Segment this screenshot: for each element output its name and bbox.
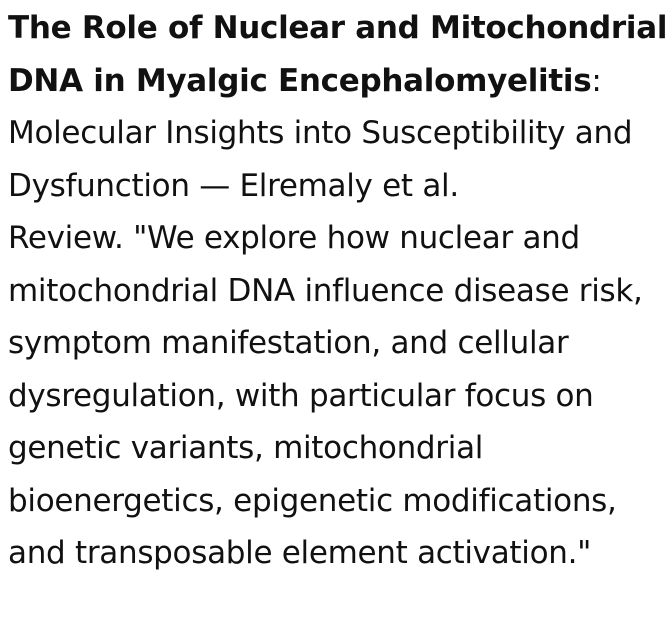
paper-entry — [8, 2, 668, 580]
paper-subtitle: Molecular Insights into Susceptibility and Dysfunction — [8, 115, 633, 204]
paper-quote: "We explore how nuclear and mitochondrial DNA influence disease risk, symptom manifestation, and cellular dysregulation, with particular focus on genetic variants, mitochondrial bioenergetics, epigenetic modifications, and transposable element activation." — [8, 220, 643, 571]
paper-authors: Elremaly et al. — [239, 167, 459, 204]
citation-line — [8, 2, 668, 212]
summary-paragraph — [8, 212, 668, 580]
author-separator: — — [189, 167, 240, 204]
paper-type: Review. — [8, 220, 124, 256]
paper-title: The Role of Nuclear and Mitochondrial DNA in Myalgic Encephalomyelitis — [8, 10, 668, 99]
title-separator: : — [591, 62, 602, 99]
